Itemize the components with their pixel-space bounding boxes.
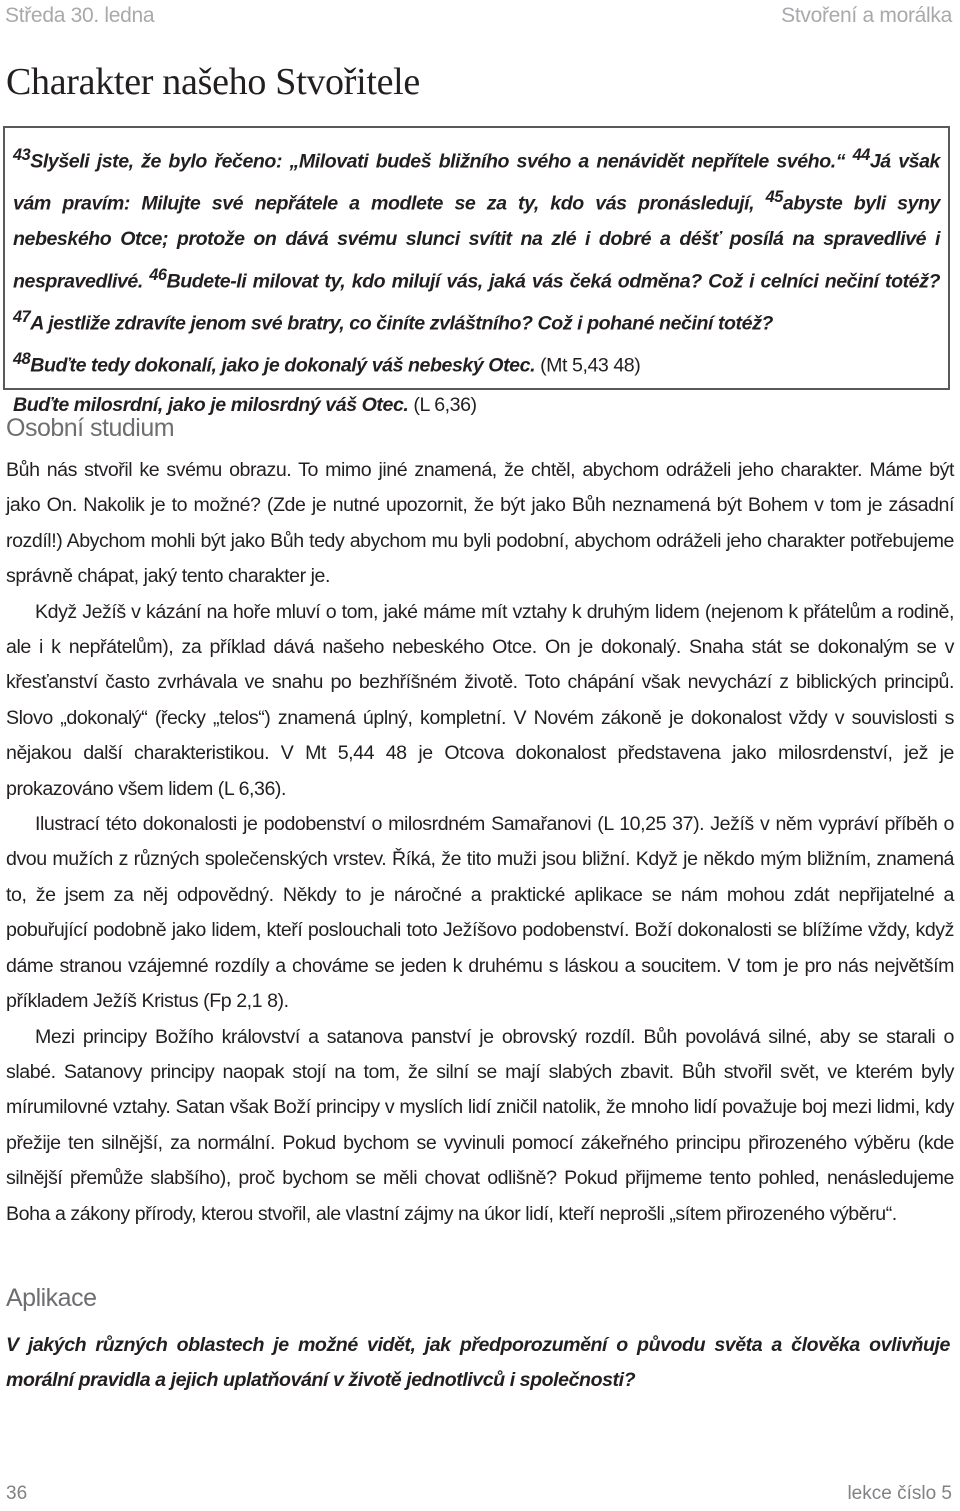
- study-body: [6, 453, 954, 1232]
- study-paragraph: Ilustrací této dokonalosti je podobenství o milosrdném Samařanovi (L 10,25 37). Ježíš v něm vypráví příběh o dvou mužích z různých společenských vrstev. Říká, že tito muži jsou bližní. Když je někdo mým bližním, znamená to, že jsem za něj odpovědný. Někdy to je náročné a praktické aplikace se nám mohou zdát nepřijatelné a pobuřující podobně jako lidem, kteří poslouchali toto Ježíšovo podobenství. Boží dokonalosti se blížíme vždy, když dáme stranou vzájemné rozdíly a chováme se jeden k druhému s láskou a soucitem. V tom je pro nás největším příkladem Ježíš Kristus (Fp 2,1 8).: [6, 813, 954, 1013]
- verse-number: 46: [149, 265, 167, 284]
- page-footer: [6, 1483, 952, 1505]
- lesson-number: lekce číslo 5: [847, 1483, 952, 1504]
- application-heading: Aplikace: [6, 1284, 97, 1312]
- verse-text: Já však vám pravím: Milujte své nepřátele a modlete se za ty, kdo vás pronásledují,: [13, 150, 941, 215]
- bible-verse-box: [3, 126, 950, 416]
- verse-text: Slyšeli jste, že bylo řečeno: „Milovati budeš bližního svého a nenávidět nepřítele svého.“: [30, 150, 846, 173]
- verse-reference: (L 6,36): [413, 393, 477, 416]
- verse-text: Budete-li milovat ty, kdo milují vás, jaká vás čeká odměna? Což i celníci nečiní totéž?: [166, 270, 940, 293]
- page-header: [5, 0, 952, 32]
- verse-text: Buďte tedy dokonalí, jako je dokonalý váš nebeský Otec.: [30, 354, 536, 377]
- verse-passage: [13, 138, 940, 384]
- verse-text: A jestliže zdravíte jenom své bratry, co činíte zvláštního? Což i pohané nečiní totéž?: [30, 312, 773, 335]
- lesson-title: Charakter našeho Stvořitele: [6, 61, 420, 103]
- study-heading: Osobní studium: [6, 414, 175, 442]
- verse-number: 47: [13, 307, 31, 326]
- verse-text: abyste byli syny nebeského Otce; protože on dává svému slunci svítit na zlé i dobré a déšť posílá na spravedlivé i nespravedlivé.: [13, 192, 941, 293]
- study-paragraph: Mezi principy Božího království a satanova panství je obrovský rozdíl. Bůh povolává silné, aby se starali o slabé. Satanovy principy naopak stojí na tom, že silní se mají slabých zbavit. Bůh stvořil svět, ve kterém byly mírumilovné vztahy. Satan však Boží principy v myslích lidí zničil natolik, že mnoho lidí považuje boj mezi lidmi, kdy přežije ten silnější, za normální. Pokud bychom se vyvinuli pomocí zákeřného principu přirozeného výběru (kde silnější přemůže slabšího), proč bychom se měli chovat odlišně? Pokud přijmeme tento pohled, nenásledujeme Boha a zákony přírody, kterou stvořil, ale vlastní zájmy na úkor lidí, kteří neprošli „sítem přirozeného výběru“.: [6, 1025, 954, 1225]
- verse-reference: (Mt 5,43 48): [540, 354, 641, 377]
- verse-number: 48: [13, 349, 31, 368]
- verse-number: 43: [13, 146, 31, 164]
- study-paragraph: Když Ježíš v kázání na hoře mluví o tom, jaké máme mít vztahy k druhým lidem (nejenom k přátelům a rodině, ale i k nepřátelům), za příklad dává našeho nebeského Otce. On je dokonalý. Snaha stát se dokonalým se v křesťanství často zvrhávala ve snahu po bezhříšném životě. Toto chápání však nevychází z biblických principů. Slovo „dokonalý“ (řecky „telos“) znamená úplný, kompletní. V Novém zákoně je dokonalost vždy v souvislosti s nějakou další charakteristikou. V Mt 5,44 48 je Otcova dokonalost představena jako milosrdenství, jež je prokazováno všem lidem (L 6,36).: [6, 600, 954, 800]
- header-series-title: Stvoření a morálka: [781, 4, 952, 27]
- header-date: Středa 30. ledna: [5, 4, 155, 27]
- verse-text: Buďte milosrdní, jako je milosrdný váš Otec.: [13, 393, 409, 416]
- study-paragraph: Bůh nás stvořil ke svému obrazu. To mimo jiné znamená, že chtěl, abychom odráželi jeho charakter. Máme být jako On. Nakolik je to možné? (Zde je nutné upozornit, že být jako Bůh neznamená být Bohem v tom je zásadní rozdíl!) Abychom mohli být jako Bůh tedy abychom mu byli podobní, abychom odráželi jeho charakter potřebujeme správně chápat, jaký tento charakter je.: [6, 459, 954, 588]
- page-number: 36: [6, 1483, 28, 1504]
- verse-number: 45: [765, 188, 783, 207]
- verse-number: 44: [852, 146, 870, 164]
- application-question: V jakých různých oblastech je možné vidět, jak předporozumění o původu světa a člověka ovlivňuje morální pravidla a jejich uplatňování v životě jednotlivců i společnosti?: [6, 1334, 950, 1391]
